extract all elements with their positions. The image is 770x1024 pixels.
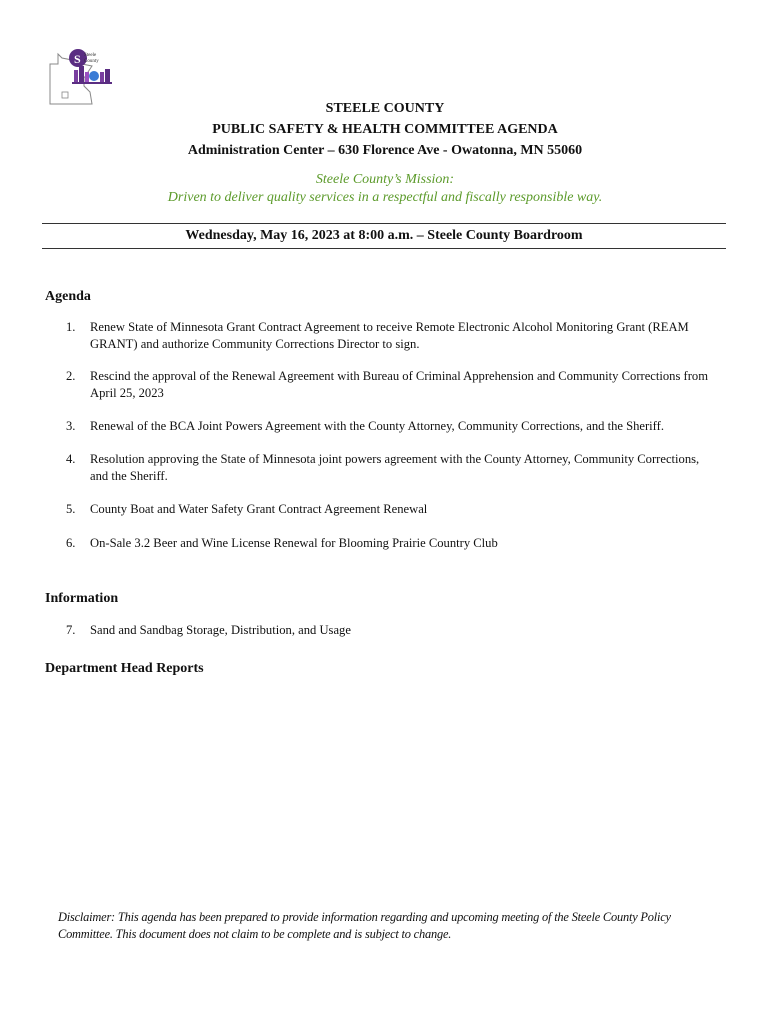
- item-text: Resolution approving the State of Minnesota joint powers agreement with the County Attorney, Community Corrections, and the Sheriff.: [90, 452, 700, 483]
- item-text: Rescind the approval of the Renewal Agreement with Bureau of Criminal Apprehension and Community Corrections from April 25, 2023: [90, 369, 709, 400]
- svg-text:S: S: [74, 52, 81, 66]
- mission-label: Steele County’s Mission:: [315, 172, 455, 187]
- item-text: County Boat and Water Safety Grant Contract Agreement Renewal: [90, 502, 428, 516]
- item-number: 7.: [66, 623, 76, 637]
- agenda-heading: Agenda: [45, 289, 91, 304]
- agenda-item: [66, 368, 716, 402]
- item-text: On-Sale 3.2 Beer and Wine License Renewal for Blooming Prairie Country Club: [90, 536, 498, 550]
- disclaimer-text: Disclaimer: This agenda has been prepared to provide information regarding and upcoming meeting of the Steele County Policy Committee. This document does not claim to be complete and is subject to change.: [58, 910, 671, 941]
- svg-text:Steele: Steele: [84, 53, 97, 58]
- agenda-item: [66, 451, 716, 485]
- item-text: Sand and Sandbag Storage, Distribution, and Usage: [90, 623, 351, 637]
- information-item: [66, 622, 716, 639]
- information-heading: Information: [45, 591, 119, 606]
- county-marker-icon: [62, 92, 68, 98]
- county-title: STEELE COUNTY: [325, 101, 445, 116]
- agenda-item: [66, 418, 716, 435]
- item-text: Renew State of Minnesota Grant Contract Agreement to receive Remote Electronic Alcohol Monitoring Grant (REAM GRANT) and authorize Community Corrections Director to sign.: [90, 320, 689, 351]
- item-number: 4.: [66, 452, 76, 466]
- svg-text:County: County: [84, 59, 99, 64]
- agenda-item: [66, 501, 716, 518]
- committee-title: PUBLIC SAFETY & HEALTH COMMITTEE AGENDA: [212, 122, 558, 137]
- address-line: Administration Center – 630 Florence Ave - Owatonna, MN 55060: [187, 143, 583, 158]
- item-number: 5.: [66, 502, 76, 516]
- item-number: 2.: [66, 369, 76, 383]
- item-number: 3.: [66, 419, 76, 433]
- item-text: Renewal of the BCA Joint Powers Agreement with the County Attorney, Community Corrections, and the Sheriff.: [90, 419, 664, 433]
- mission-statement: Driven to deliver quality services in a respectful and fiscally responsible way.: [167, 190, 603, 205]
- department-reports-heading: Department Head Reports: [45, 661, 204, 676]
- agenda-item: [66, 319, 716, 353]
- agenda-item: [66, 535, 716, 552]
- meeting-date-location: Wednesday, May 16, 2023 at 8:00 a.m. – Steele County Boardroom: [42, 223, 726, 249]
- item-number: 1.: [66, 320, 76, 334]
- item-number: 6.: [66, 536, 76, 550]
